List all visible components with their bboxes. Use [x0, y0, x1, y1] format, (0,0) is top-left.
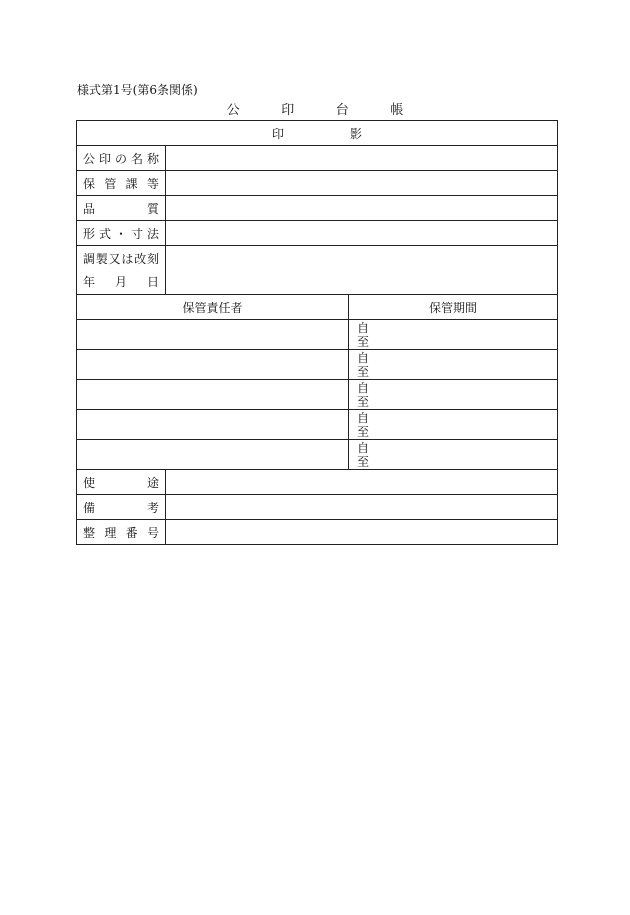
- field-value-number[interactable]: [166, 520, 558, 545]
- field-row-dept: [77, 171, 558, 196]
- custody-row: [77, 350, 558, 380]
- field-label-made-line2: 年 月 日: [83, 275, 159, 289]
- field-label-format: [77, 221, 166, 246]
- period-from-label: 自: [357, 441, 370, 455]
- field-label-name: [77, 146, 166, 171]
- custody-person-cell[interactable]: [77, 410, 349, 440]
- field-label-notes-text: 備 考: [83, 500, 159, 515]
- period-to-label: 至: [357, 365, 370, 379]
- field-row-format: [77, 221, 558, 246]
- form-label: 様式第1号(第6条関係): [77, 83, 198, 97]
- period-to-label: 至: [357, 395, 370, 409]
- field-value-use[interactable]: [166, 470, 558, 495]
- period-to-label: 至: [357, 455, 370, 469]
- field-label-made-line1: 調 製 又 は 改 刻: [83, 252, 159, 266]
- period-from-label: 自: [357, 381, 370, 395]
- field-row-quality: [77, 196, 558, 221]
- field-label-dept: [77, 171, 166, 196]
- custody-person-cell[interactable]: [77, 350, 349, 380]
- custody-period-cell[interactable]: [349, 350, 558, 380]
- field-label-quality: [77, 196, 166, 221]
- field-label-made-date: [77, 246, 166, 295]
- field-label-use-text: 使 途: [83, 475, 159, 490]
- field-row-notes: [77, 495, 558, 520]
- field-value-dept[interactable]: [166, 171, 558, 196]
- page-title: 公印台帳: [226, 103, 445, 118]
- custody-row: [77, 440, 558, 470]
- field-label-use: [77, 470, 166, 495]
- seal-ledger-table: [76, 120, 558, 545]
- period-to-label: 至: [357, 335, 370, 349]
- period-from-label: 自: [357, 411, 370, 425]
- period-from-label: 自: [357, 351, 370, 365]
- custody-period-header: 保管期間: [349, 295, 558, 320]
- field-label-number: [77, 520, 166, 545]
- field-label-number-text: 整 理 番 号: [83, 525, 159, 540]
- field-row-name: [77, 146, 558, 171]
- field-label-notes: [77, 495, 166, 520]
- field-value-format[interactable]: [166, 221, 558, 246]
- field-label-format-text: 形 式 ・ 寸 法: [83, 226, 159, 241]
- custody-header-row: [77, 295, 558, 320]
- custody-period-cell[interactable]: [349, 440, 558, 470]
- period-from-label: 自: [357, 321, 370, 335]
- custody-person-cell[interactable]: [77, 380, 349, 410]
- period-to-label: 至: [357, 425, 370, 439]
- custody-row: [77, 320, 558, 350]
- custody-period-cell[interactable]: [349, 380, 558, 410]
- field-value-quality[interactable]: [166, 196, 558, 221]
- field-row-made-date: [77, 246, 558, 295]
- field-label-name-text: 公 印 の 名 称: [83, 151, 159, 166]
- custody-person-header: 保管責任者: [77, 295, 349, 320]
- custody-period-cell[interactable]: [349, 320, 558, 350]
- custody-person-cell[interactable]: [77, 320, 349, 350]
- custody-person-cell[interactable]: [77, 440, 349, 470]
- custody-row: [77, 380, 558, 410]
- field-row-number: [77, 520, 558, 545]
- field-value-name[interactable]: [166, 146, 558, 171]
- field-value-notes[interactable]: [166, 495, 558, 520]
- field-label-dept-text: 保 管 課 等: [83, 176, 159, 191]
- custody-period-cell[interactable]: [349, 410, 558, 440]
- seal-impression-row: [77, 121, 558, 146]
- custody-row: [77, 410, 558, 440]
- seal-impression-header: 印影: [77, 121, 558, 146]
- field-row-use: [77, 470, 558, 495]
- field-value-made-date[interactable]: [166, 246, 558, 295]
- field-label-quality-text: 品 質: [83, 201, 159, 216]
